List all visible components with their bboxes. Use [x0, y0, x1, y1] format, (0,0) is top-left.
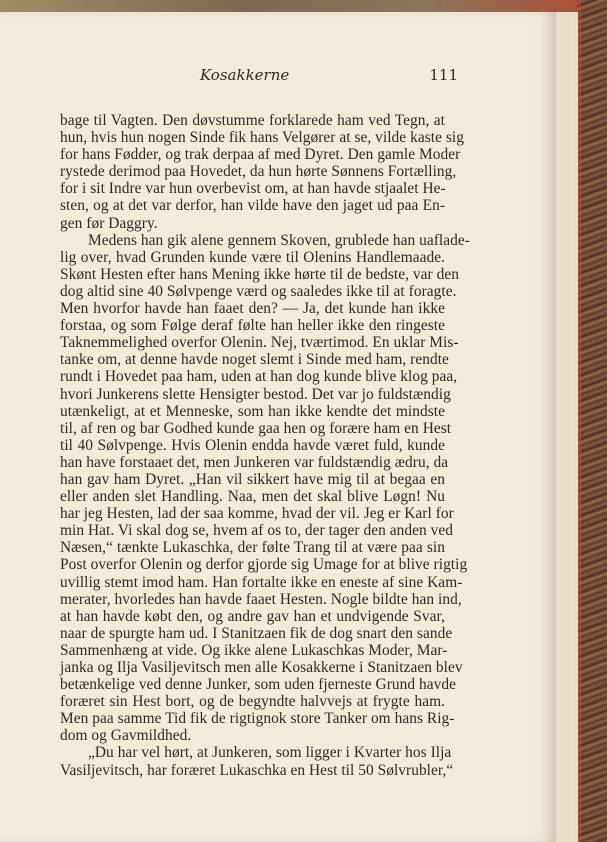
text-line: janka og Ilja Vasiljevitsch men alle Kosakkerne i Stanitzaen blev: [60, 659, 463, 676]
text-line: Sammenhæng at vide. Og ikke alene Lukaschkas Moder, Mar-: [60, 641, 448, 659]
text-line: at han havde købt den, og andre gav han et undvigende Svar,: [60, 607, 445, 625]
text-line: foræret sin Hest bort, og de begyndte halvvejs at frygte ham.: [60, 693, 445, 711]
text-line: „Du har vel hørt, at Junkeren, som ligger i Kvarter hos Ilja: [88, 744, 452, 762]
text-line: Men paa samme Tid fik de rigtignok store Tanker om hans Rig-: [60, 710, 455, 728]
text-line: bage til Vagten. Den døvstumme forklarede ham ved Tegn, at: [60, 112, 445, 129]
text-line: har jeg Hesten, lad der saa komme, hvad der vil. Jeg er Karl for: [60, 505, 454, 523]
text-line: Medens han gik alene gennem Skoven, grublede han uaflade-: [88, 231, 470, 249]
page-header: [60, 66, 458, 88]
page-number: 111: [429, 66, 458, 84]
text-line: Næsen,“ tænkte Lukaschka, der følte Trang til at være paa sin: [60, 539, 445, 557]
text-line: utænkeligt, at et Menneske, som han ikke kendte det mindste: [60, 402, 445, 420]
text-line: dom og Gavmildhed.: [60, 727, 192, 745]
text-line: hun, hvis hun nogen Sinde fik hans Velgører at se, vilde kaste sig: [60, 129, 464, 147]
text-line: dog altid sine 40 Sølvpenge værd og saaledes ikke til at foragte.: [60, 282, 457, 300]
text-line: min Hat. Vi skal dog se, hvem af os to, der tager den anden ved: [60, 522, 454, 540]
book-cover-marbled-board: [577, 0, 607, 842]
text-line: for i sit Indre var hun overbevist om, at han havde stjaalet He-: [60, 180, 446, 198]
text-line: tanke om, at denne havde noget slemt i Sinde med ham, rendte: [60, 351, 449, 369]
text-line: Skønt Hesten efter hans Mening ikke hørte til de bedste, var den: [60, 265, 459, 283]
text-line: naar de spurgte ham ud. I Stanitzaen fik de dog snart den sande: [60, 624, 453, 642]
text-line: merater, hvorledes han havde faaet Hesten. Nogle bildte han ind,: [60, 590, 462, 608]
text-line: betænkelige ved denne Junker, som uden fjerneste Grund havde: [60, 676, 457, 694]
text-line: rundt i Hovedet paa ham, uden at han dog kunde blive klog paa,: [60, 368, 458, 386]
text-line: eller anden slet Handling. Naa, men det skal blive Løgn! Nu: [60, 488, 445, 506]
text-line: Vasiljevitsch, har foræret Lukaschka en Hest til 50 Sølvrubler,“: [60, 761, 454, 779]
text-line: til, af ren og bar Godhed kunde gaa hen og forære ham en Hest: [60, 419, 452, 437]
text-line: sten, og at det var derfor, han vilde have den jaget ud paa En-: [60, 197, 445, 215]
text-line: han have forstaaet det, men Junkeren var fuldstændig ædru, da: [60, 453, 449, 471]
paragraph: [60, 112, 464, 232]
text-line: Men hvorfor havde han faaet den? — Ja, det kunde han ikke: [60, 300, 445, 318]
book-page: [0, 12, 556, 842]
text-line: Taknemmelighed overfor Olenin. Nej, tværtimod. En uklar Mis-: [60, 334, 459, 352]
text-line: hvori Junkerens slette Hensigter bestod. Det var jo fuldstændig: [60, 385, 451, 403]
paragraph: [60, 231, 470, 745]
text-line: gen før Daggry.: [60, 214, 158, 232]
text-line: for hans Fødder, og trak derpaa af med Dyret. Den gamle Moder: [60, 146, 461, 164]
text-line: rystede derimod paa Hovedet, da hun hørte Sønnens Fortælling,: [60, 163, 457, 181]
text-line: Post overfor Olenin og derfor gjorde sig Umage for at blive rigtig: [60, 556, 468, 574]
text-line: han gav ham Dyret. „Han vil sikkert have mig til at begaa en: [60, 470, 445, 488]
text-line: uvillig stemt imod ham. Han fortalte ikke en eneste af sine Kam-: [60, 573, 463, 591]
paragraph: [60, 744, 454, 779]
body-text: [60, 112, 470, 779]
text-line: lig over, hvad Grunden kunde være til Olenins Handlemaade.: [60, 248, 445, 266]
text-line: til 40 Sølvpenge. Hvis Olenin endda havde været fuld, kunde: [60, 436, 445, 454]
text-line: forstaa, og som Følge deraf følte han heller ikke den ringeste: [60, 317, 445, 335]
running-title: Kosakkerne: [200, 66, 290, 84]
book-cover-top-edge: [0, 0, 607, 12]
